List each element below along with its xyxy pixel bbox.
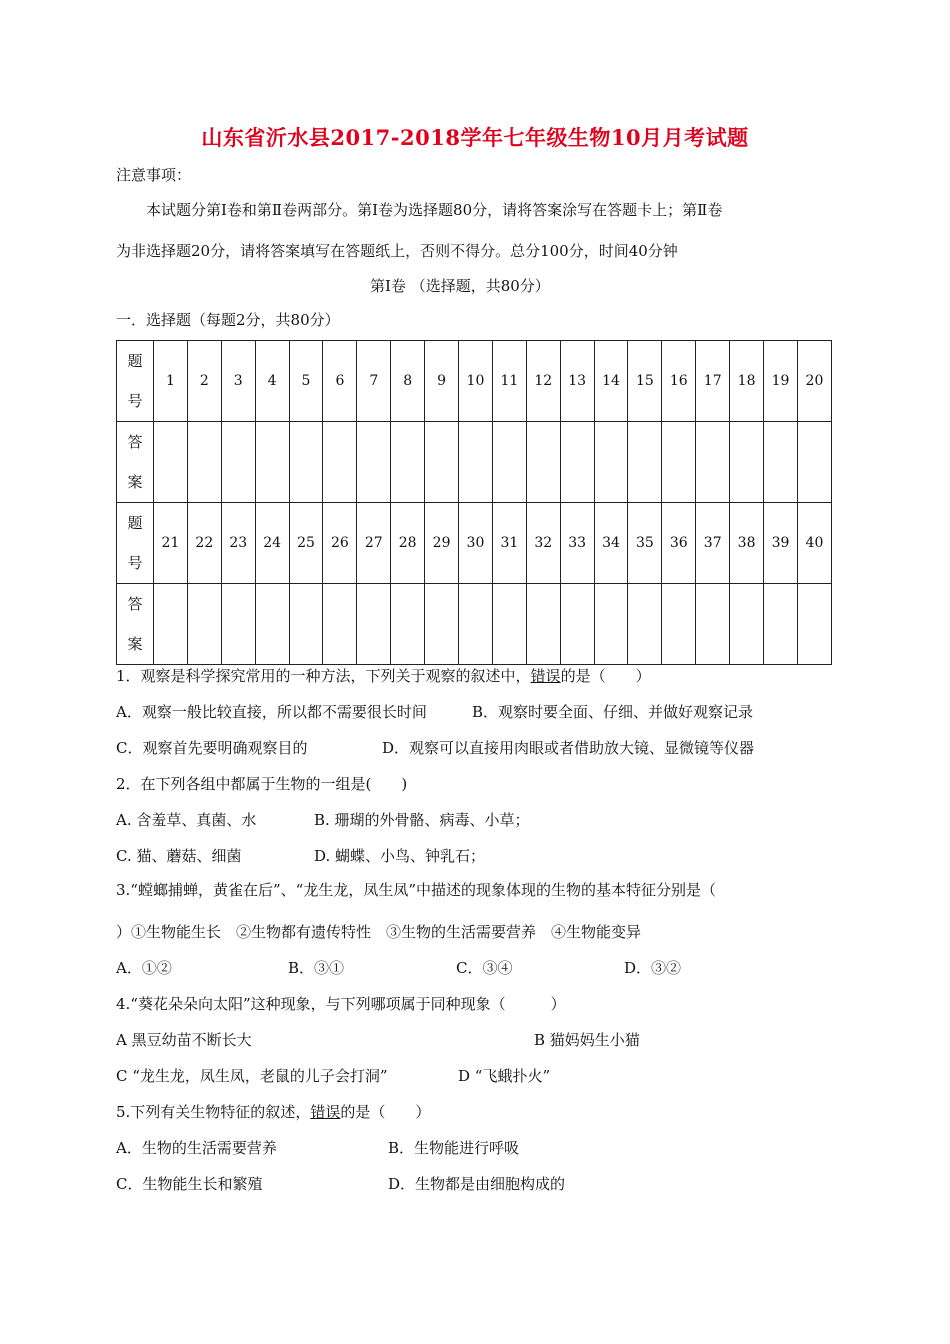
question-number-cell: 32 — [526, 503, 560, 584]
question-number-cell: 17 — [696, 341, 730, 422]
q3-option-d: D．③② — [624, 959, 682, 977]
q2-option-c: C. 猫、蘑菇、细菌 — [116, 847, 242, 865]
notice-line-2: 为非选择题20分，请将答案填写在答题纸上，否则不得分。总分100分，时间40分钟 — [116, 242, 678, 260]
answer-cell[interactable] — [323, 584, 357, 665]
answer-cell[interactable] — [357, 422, 391, 503]
answer-cell[interactable] — [391, 584, 425, 665]
question-label: 题 号 — [127, 352, 143, 410]
answer-cell[interactable] — [628, 422, 662, 503]
answer-cell[interactable] — [357, 584, 391, 665]
question-number-cell: 29 — [425, 503, 459, 584]
answer-cell[interactable] — [255, 584, 289, 665]
question-number-cell: 37 — [696, 503, 730, 584]
q5-stem-a: 5.下列有关生物特征的叙述， — [116, 1103, 311, 1121]
answer-label: 答 案 — [127, 595, 143, 653]
q3-stem: 3.“螳螂捕蝉，黄雀在后”、“龙生龙，凤生凤”中描述的现象体现的生物的基本特征分别是（ — [116, 881, 716, 899]
notice-line-1: 本试题分第Ⅰ卷和第Ⅱ卷两部分。第Ⅰ卷为选择题80分，请将答案涂写在答题卡上；第Ⅱ卷 — [146, 201, 723, 219]
question-label-cell — [117, 341, 154, 422]
question-number-cell: 4 — [255, 341, 289, 422]
answer-cell[interactable] — [526, 584, 560, 665]
volume-heading: 第Ⅰ卷 （选择题，共80分） — [370, 277, 550, 295]
q3-option-b: B．③① — [288, 959, 345, 977]
q4-option-d: D “飞蛾扑火” — [458, 1067, 551, 1085]
exam-title: 山东省沂水县2017-2018学年七年级生物10月月考试题 — [201, 125, 749, 150]
question-number-cell: 1 — [154, 341, 188, 422]
question-number-cell: 39 — [764, 503, 798, 584]
answer-label-cell — [117, 422, 154, 503]
question-number-cell: 34 — [594, 503, 628, 584]
question-number-cell: 24 — [255, 503, 289, 584]
answer-cell[interactable] — [459, 422, 493, 503]
answer-cell[interactable] — [526, 422, 560, 503]
q4-option-a: A 黑豆幼苗不断长大 — [116, 1031, 252, 1049]
question-number-cell: 9 — [425, 341, 459, 422]
answer-cell[interactable] — [323, 422, 357, 503]
question-number-cell: 3 — [221, 341, 255, 422]
answer-cell[interactable] — [391, 422, 425, 503]
answer-cell[interactable] — [289, 584, 323, 665]
answer-cell[interactable] — [764, 422, 798, 503]
answer-cell[interactable] — [696, 422, 730, 503]
answer-cell[interactable] — [255, 422, 289, 503]
q5-stem-emphasis: 错误 — [310, 1103, 341, 1121]
question-number-cell: 36 — [662, 503, 696, 584]
answer-cell[interactable] — [594, 584, 628, 665]
question-number-cell: 31 — [492, 503, 526, 584]
section-heading: 一．选择题（每题2分，共80分） — [116, 311, 340, 329]
q5-stem-b: 的是（ ） — [340, 1103, 431, 1121]
question-number-row — [117, 503, 832, 584]
answer-cell[interactable] — [187, 584, 221, 665]
question-number-cell: 7 — [357, 341, 391, 422]
answer-cell[interactable] — [560, 584, 594, 665]
answer-cell[interactable] — [492, 422, 526, 503]
q1-stem-b: 的是（ ） — [560, 667, 651, 685]
question-label: 题 号 — [127, 514, 143, 572]
answer-cell[interactable] — [425, 422, 459, 503]
answer-cell[interactable] — [425, 584, 459, 665]
question-number-cell: 28 — [391, 503, 425, 584]
answer-grid — [116, 340, 832, 665]
question-number-cell: 13 — [560, 341, 594, 422]
question-number-cell: 25 — [289, 503, 323, 584]
q2-option-b: B. 珊瑚的外骨骼、病毒、小草； — [314, 811, 530, 829]
question-number-cell: 14 — [594, 341, 628, 422]
answer-cell[interactable] — [560, 422, 594, 503]
question-number-cell: 30 — [459, 503, 493, 584]
q1-stem-emphasis: 错误 — [530, 667, 561, 685]
answer-cell[interactable] — [797, 422, 831, 503]
question-number-cell: 11 — [492, 341, 526, 422]
q3-option-c: C．③④ — [456, 959, 513, 977]
q2-option-a: A. 含羞草、真菌、水 — [116, 811, 257, 829]
q1-option-c: C．观察首先要明确观察目的 — [116, 739, 308, 757]
question-number-row — [117, 341, 832, 422]
q1-option-d: D．观察可以直接用肉眼或者借助放大镜、显微镜等仪器 — [382, 739, 755, 757]
answer-cell[interactable] — [221, 422, 255, 503]
question-number-cell: 10 — [459, 341, 493, 422]
answer-row — [117, 422, 832, 503]
question-number-cell: 16 — [662, 341, 696, 422]
question-number-cell: 33 — [560, 503, 594, 584]
q4-option-c: C “龙生龙，凤生凤，老鼠的儿子会打洞” — [116, 1067, 388, 1085]
answer-cell[interactable] — [459, 584, 493, 665]
question-number-cell: 5 — [289, 341, 323, 422]
question-number-cell: 27 — [357, 503, 391, 584]
q3-stem-continued: ）①生物能生长 ②生物都有遗传特性 ③生物的生活需要营养 ④生物能变异 — [116, 923, 642, 941]
answer-cell[interactable] — [289, 422, 323, 503]
question-number-cell: 23 — [221, 503, 255, 584]
q1-option-b: B．观察时要全面、仔细、并做好观察记录 — [472, 703, 754, 721]
q1-option-a: A．观察一般比较直接，所以都不需要很长时间 — [116, 703, 427, 721]
answer-cell[interactable] — [696, 584, 730, 665]
answer-cell[interactable] — [154, 422, 188, 503]
q1-stem — [116, 666, 651, 686]
answer-label-cell — [117, 584, 154, 665]
q4-option-b: B 猫妈妈生小猫 — [534, 1031, 640, 1049]
question-number-cell: 8 — [391, 341, 425, 422]
question-number-cell: 26 — [323, 503, 357, 584]
answer-cell[interactable] — [730, 422, 764, 503]
question-label-cell — [117, 503, 154, 584]
question-number-cell: 21 — [154, 503, 188, 584]
question-number-cell: 15 — [628, 341, 662, 422]
answer-cell[interactable] — [730, 584, 764, 665]
question-number-cell: 38 — [730, 503, 764, 584]
question-number-cell: 2 — [187, 341, 221, 422]
question-number-cell: 19 — [764, 341, 798, 422]
q5-option-a: A．生物的生活需要营养 — [116, 1139, 277, 1157]
q1-stem-a: 1．观察是科学探究常用的一种方法，下列关于观察的叙述中， — [116, 667, 531, 685]
answer-cell[interactable] — [594, 422, 628, 503]
question-number-cell: 20 — [797, 341, 831, 422]
answer-cell[interactable] — [662, 422, 696, 503]
answer-cell[interactable] — [628, 584, 662, 665]
question-number-cell: 22 — [187, 503, 221, 584]
question-number-cell: 18 — [730, 341, 764, 422]
question-number-cell: 6 — [323, 341, 357, 422]
answer-cell[interactable] — [221, 584, 255, 665]
answer-cell[interactable] — [662, 584, 696, 665]
q5-option-c: C．生物能生长和繁殖 — [116, 1175, 263, 1193]
q2-option-d: D. 蝴蝶、小鸟、钟乳石； — [314, 847, 486, 865]
answer-cell[interactable] — [187, 422, 221, 503]
q4-stem: 4.“葵花朵朵向太阳”这种现象，与下列哪项属于同种现象（ ） — [116, 995, 566, 1013]
answer-cell[interactable] — [154, 584, 188, 665]
notice-heading: 注意事项： — [116, 166, 192, 184]
question-number-cell: 12 — [526, 341, 560, 422]
q3-option-a: A．①② — [116, 959, 172, 977]
q2-stem: 2．在下列各组中都属于生物的一组是( ) — [116, 775, 408, 793]
answer-row — [117, 584, 832, 665]
answer-cell[interactable] — [764, 584, 798, 665]
q5-stem — [116, 1102, 430, 1122]
q5-option-b: B．生物能进行呼吸 — [388, 1139, 520, 1157]
answer-cell[interactable] — [492, 584, 526, 665]
answer-label: 答 案 — [127, 433, 143, 491]
q5-option-d: D．生物都是由细胞构成的 — [388, 1175, 566, 1193]
question-number-cell: 35 — [628, 503, 662, 584]
answer-cell[interactable] — [797, 584, 831, 665]
question-number-cell: 40 — [797, 503, 831, 584]
